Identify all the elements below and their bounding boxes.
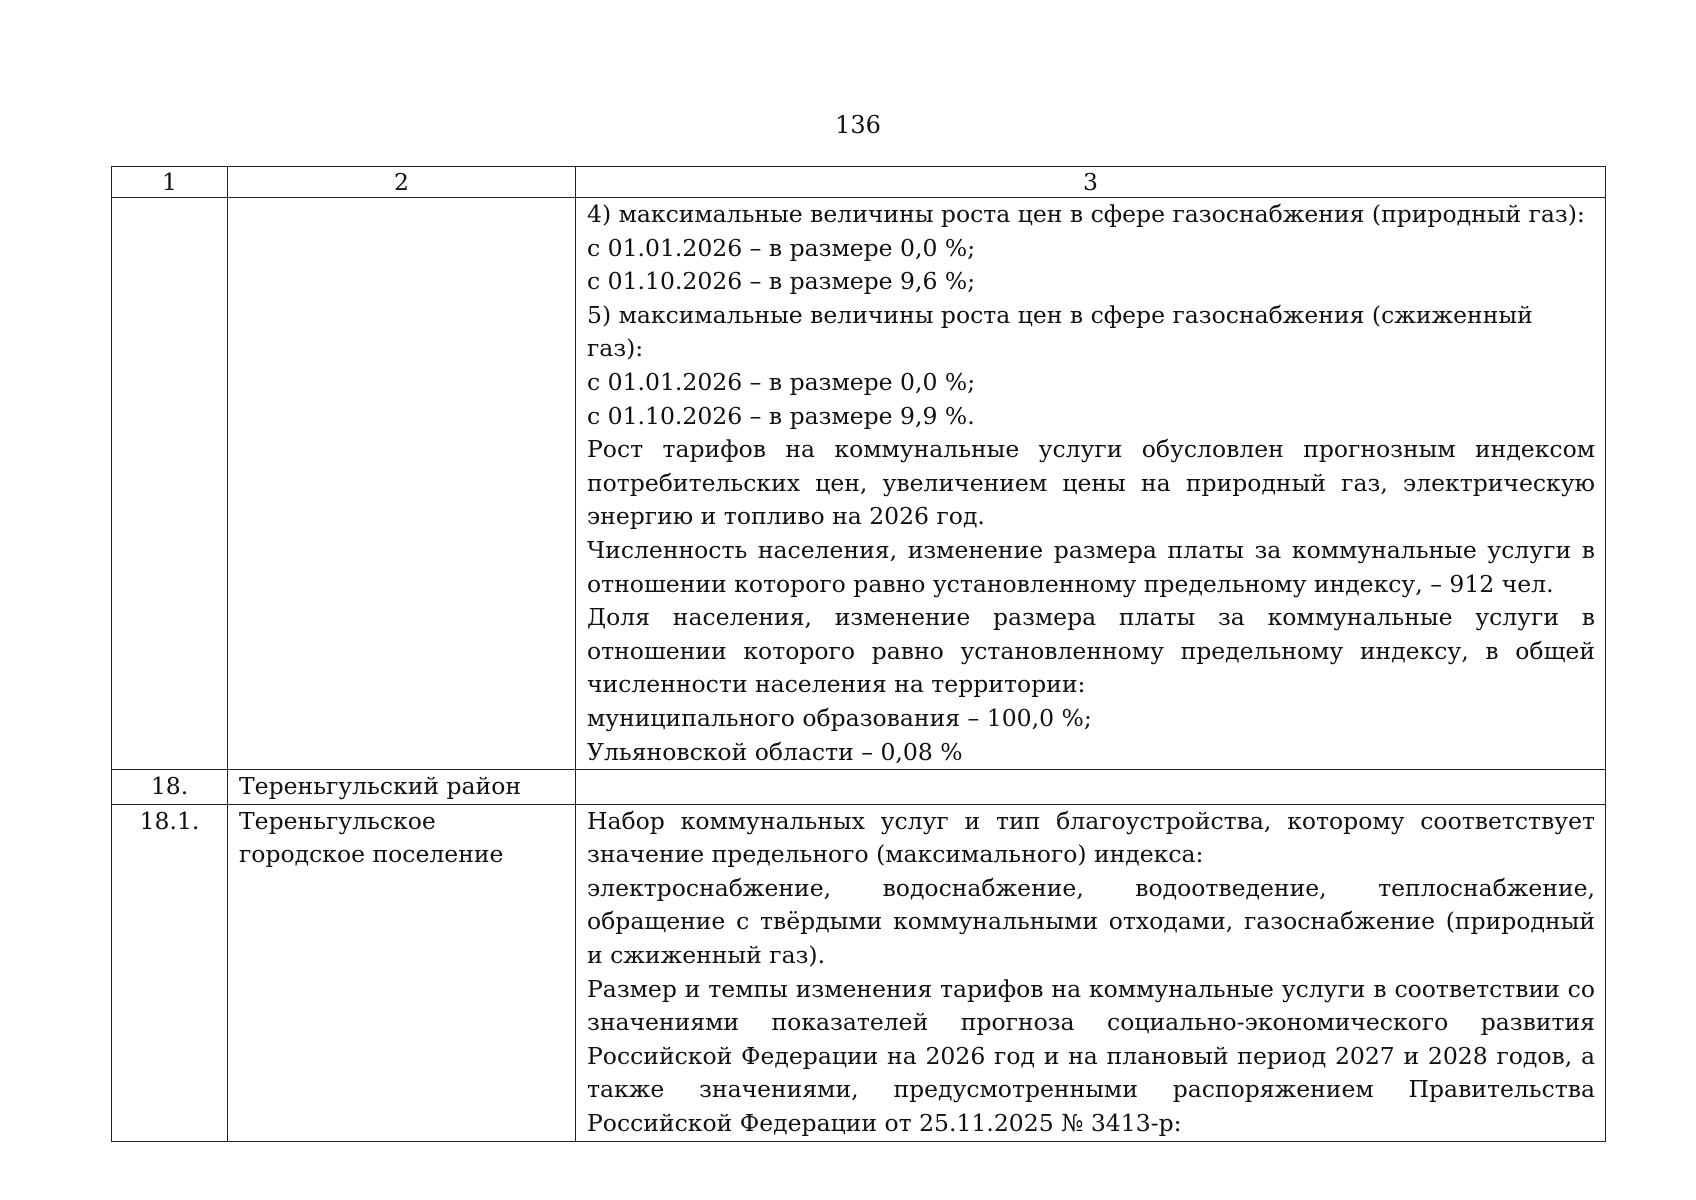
row-content-cell (576, 804, 1606, 1141)
tariff-table (111, 166, 1606, 1142)
table-row-18-1 (112, 804, 1606, 1141)
content-paragraph: Доля населения, изменение размера платы за коммунальные услуги в отношении которого равно установленному предельному индексу, в общей численности населения на территории: (587, 603, 1595, 699)
row-number-cell (112, 198, 228, 770)
row-number-cell: 18. (112, 770, 228, 805)
content-line: с 01.01.2026 – в размере 0,0 %; (587, 367, 976, 396)
header-col-2: 2 (228, 167, 576, 198)
table-row-18 (112, 770, 1606, 805)
content-line: муниципального образования – 100,0 %; (587, 703, 1092, 732)
row-name-cell: Тереньгульский район (228, 770, 576, 805)
page-number: 136 (835, 111, 881, 139)
row-content-cell (576, 198, 1606, 770)
row-number-cell: 18.1. (112, 804, 228, 1141)
content-line: Ульяновской области – 0,08 % (587, 737, 963, 766)
row-name-cell (228, 198, 576, 770)
table-row-continuation (112, 198, 1606, 770)
content-paragraph: Численность населения, изменение размера платы за коммунальные услуги в отношении которого равно установленному предельному индексу, – 912 чел. (587, 535, 1595, 598)
content-paragraph: Рост тарифов на коммунальные услуги обусловлен прогнозным индексом потребительских цен, увеличением цены на природный газ, электрическую энергию и топливо на 2026 год. (587, 435, 1595, 531)
row-content-cell (576, 770, 1606, 805)
content-paragraph: Размер и темпы изменения тарифов на коммунальные услуги в соответствии со значениями показателей прогноза социально-экономического развития Российской Федерации на 2026 год и на плановый период 2027 и 2028 годов, а также значениями, предусмотренными распоряжением Правительства Российской Федерации от 25.11.2025 № 3413-р: (587, 974, 1595, 1138)
row-name-cell: Тереньгульское городское поселение (228, 804, 576, 1141)
header-col-1: 1 (112, 167, 228, 198)
content-paragraph: Набор коммунальных услуг и тип благоустройства, которому соответствует значение предельного (максимального) индекса: (587, 806, 1595, 869)
content-line: 4) максимальные величины роста цен в сфере газоснабжения (природный газ): (587, 200, 1585, 228)
content-line: 5) максимальные величины роста цен в сфере газоснабжения (сжиженный газ): (587, 300, 1533, 363)
table-header-row (112, 167, 1606, 198)
content-line: с 01.10.2026 – в размере 9,9 %. (587, 401, 975, 430)
content-line: с 01.01.2026 – в размере 0,0 %; (587, 233, 976, 262)
header-col-3: 3 (576, 167, 1606, 198)
content-paragraph: электроснабжение, водоснабжение, водоотведение, теплоснабжение, обращение с твёрдыми коммунальными отходами, газоснабжение (природный и сжиженный газ). (587, 873, 1595, 970)
content-line: с 01.10.2026 – в размере 9,6 %; (587, 267, 976, 296)
